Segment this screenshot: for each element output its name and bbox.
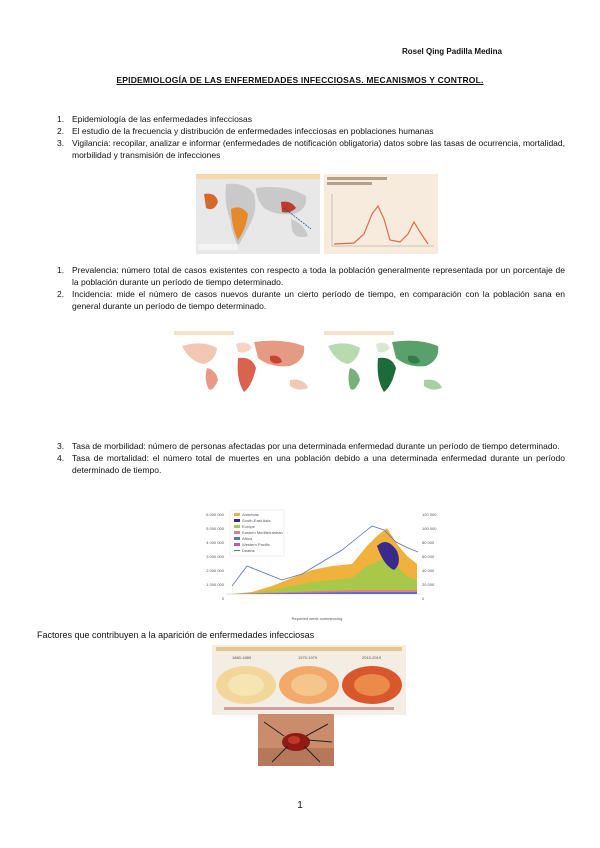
y2-tick: 100 000 (422, 526, 437, 531)
list-item-number: 1. (57, 114, 65, 124)
period-label: 2010-2019 (362, 655, 382, 660)
period-label: 1970-1979 (298, 655, 318, 660)
y2-tick: 120 000 (422, 512, 437, 517)
y2-tick: 0 (422, 596, 425, 601)
y-tick: 6 000 000 (206, 512, 224, 517)
y2-tick: 60 000 (422, 554, 435, 559)
document-title: EPIDEMIOLOGÍA DE LAS ENFERMEDADES INFECCIOSAS. MECANISMOS Y CONTROL. (116, 75, 484, 85)
list-item-text: El estudio de la frecuencia y distribución de enfermedades infecciosas en poblaciones humanas (72, 126, 434, 136)
list-item-text: Epidemiología de las enfermedades infecciosas (72, 114, 253, 124)
list-item (57, 137, 565, 161)
list-rates (57, 440, 565, 476)
list-item (57, 452, 565, 476)
page-number: 1 (297, 800, 303, 811)
covid-cases-chart (192, 506, 442, 624)
chart-legend (234, 512, 283, 554)
legend-entry: Western Pacific (234, 542, 283, 548)
legend-entry: Africa (234, 536, 283, 542)
x-axis-label: Reported week commencing (291, 616, 343, 621)
list-item-text: Prevalencia: número total de casos existentes con respecto a toda la población generalmente representada por un porcentaje de la población durante un período de tiempo determinado. (72, 265, 565, 287)
y2-tick: 40 000 (422, 568, 435, 573)
y-tick: 3 000 000 (206, 554, 224, 559)
list-item (57, 125, 565, 137)
author-name: Rosel Qing Padilla Medina (401, 47, 502, 56)
list-item-number: 4. (57, 453, 65, 463)
list-item-number: 3. (57, 138, 65, 148)
period-label: 1880-1889 (232, 655, 252, 660)
list-item-text: Tasa de morbilidad: número de personas afectadas por una determinada enfermedad durante un período de tiempo determinado. (72, 441, 560, 451)
list-epidemiology (57, 113, 565, 161)
y2-tick: 20 000 (422, 582, 435, 587)
y-tick: 1 000 000 (206, 582, 224, 587)
mosquito-photo (258, 714, 334, 766)
global-warming-figure (212, 645, 406, 715)
y2-tick: 80 000 (422, 540, 435, 545)
prevalence-world-map (172, 330, 318, 402)
malaria-map-figure (196, 174, 320, 254)
incidence-world-map (322, 330, 446, 402)
legend-entry: Deaths (234, 548, 283, 554)
y-tick: 2 000 000 (206, 568, 224, 573)
legend-entry: Europe (234, 524, 283, 530)
list-item-number: 2. (57, 289, 65, 299)
legend-entry: Eastern Mediterranean (234, 530, 283, 536)
y-tick: 5 000 000 (206, 526, 224, 531)
list-item (57, 288, 565, 312)
incidence-line-chart (324, 174, 438, 254)
y-tick: 0 (221, 596, 224, 601)
y-tick: 4 000 000 (206, 540, 224, 545)
list-item-number: 2. (57, 126, 65, 136)
list-item (57, 440, 565, 452)
list-item-number: 3. (57, 441, 65, 451)
legend-entry: Americas (234, 512, 283, 518)
factors-heading: Factores que contribuyen a la aparición de enfermedades infecciosas (37, 630, 315, 640)
list-item (57, 264, 565, 288)
list-item (57, 113, 565, 125)
list-item-number: 1. (57, 265, 65, 275)
legend-entry: South-East Asia (234, 518, 283, 524)
list-item-text: Tasa de mortalidad: el número total de muertes en una población debido a una determinada enfermedad durante un período determinado de tiempo. (72, 453, 565, 475)
list-measures (57, 264, 565, 312)
list-item-text: Incidencia: mide el número de casos nuevos durante un cierto período de tiempo, en comparación con la población sana en general durante un período de tiempo determinado. (72, 289, 565, 311)
list-item-text: Vigilancia: recopilar, analizar e informar (enfermedades de notificación obligatoria) datos sobre las tasas de ocurrencia, mortalidad, morbilidad y transmisión de infecciones (72, 138, 565, 160)
